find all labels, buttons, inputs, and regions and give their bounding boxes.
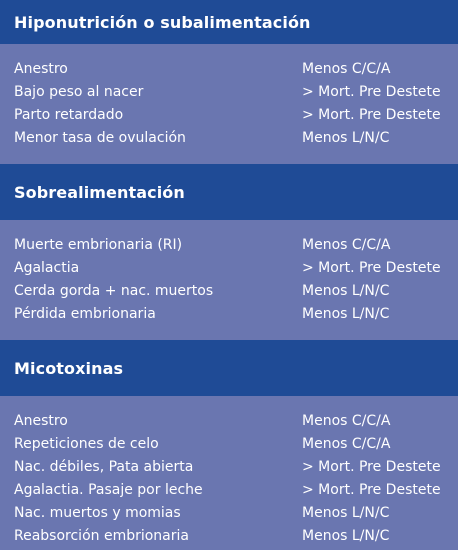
cause-cell: Menor tasa de ovulación: [14, 129, 186, 146]
cause-cell: Agalactia: [14, 259, 80, 276]
table-row: [14, 233, 458, 256]
effect-cell: > Mort. Pre Destete: [302, 458, 441, 475]
section-title: Micotoxinas: [14, 358, 124, 378]
effect-cell: Menos L/N/C: [302, 527, 390, 544]
table-row: [14, 478, 458, 501]
cause-cell: Repeticiones de celo: [14, 435, 159, 452]
cause-cell: Reabsorción embrionaria: [14, 527, 189, 544]
table-row: [14, 455, 458, 478]
cause-cell: Anestro: [14, 412, 68, 429]
table-row: [14, 256, 458, 279]
section-body-micotoxinas: [0, 396, 458, 550]
effect-cell: Menos L/N/C: [302, 305, 390, 322]
effect-cell: Menos L/N/C: [302, 129, 390, 146]
cause-cell: Muerte embrionaria (RI): [14, 236, 183, 253]
effect-cell: Menos C/C/A: [302, 60, 391, 77]
cause-cell: Agalactia. Pasaje por leche: [14, 481, 203, 498]
table-row: [14, 279, 458, 302]
table-row: [14, 524, 458, 547]
table-row: [14, 409, 458, 432]
section-header-micotoxinas: [0, 340, 458, 396]
cause-cell: Parto retardado: [14, 106, 124, 123]
effect-cell: Menos L/N/C: [302, 504, 390, 521]
effect-cell: Menos C/C/A: [302, 412, 391, 429]
cause-cell: Bajo peso al nacer: [14, 83, 144, 100]
table-row: [14, 501, 458, 524]
effect-cell: Menos C/C/A: [302, 435, 391, 452]
table-row: [14, 57, 458, 80]
cause-cell: Nac. muertos y momias: [14, 504, 181, 521]
table-row: [14, 103, 458, 126]
table-row: [14, 80, 458, 103]
section-body-sobrealimentacion: [0, 220, 458, 340]
table-row: [14, 126, 458, 149]
table-row: [14, 302, 458, 325]
effect-cell: > Mort. Pre Destete: [302, 259, 441, 276]
cause-cell: Nac. débiles, Pata abierta: [14, 458, 194, 475]
cause-cell: Pérdida embrionaria: [14, 305, 156, 322]
section-title: Sobrealimentación: [14, 182, 185, 202]
cause-cell: Cerda gorda + nac. muertos: [14, 282, 214, 299]
effect-cell: > Mort. Pre Destete: [302, 106, 441, 123]
effect-cell: > Mort. Pre Destete: [302, 481, 441, 498]
section-title: Hiponutrición o subalimentación: [14, 12, 311, 32]
section-header-sobrealimentacion: [0, 164, 458, 220]
cause-cell: Anestro: [14, 60, 68, 77]
table-row: [14, 432, 458, 455]
effect-cell: > Mort. Pre Destete: [302, 83, 441, 100]
effect-cell: Menos L/N/C: [302, 282, 390, 299]
section-header-hiponutricion: [0, 0, 458, 44]
section-body-hiponutricion: [0, 44, 458, 164]
effect-cell: Menos C/C/A: [302, 236, 391, 253]
